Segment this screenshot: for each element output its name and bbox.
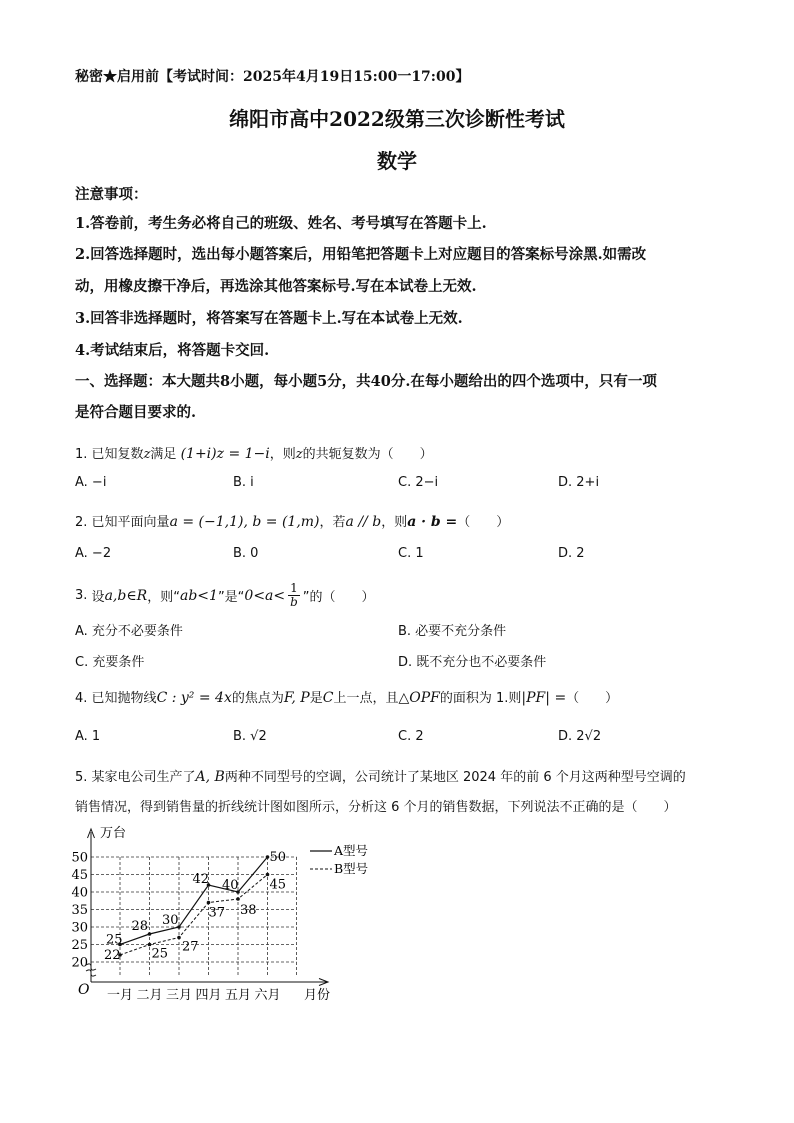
math: F, P: [283, 690, 310, 706]
question-text: 的焦点为: [231, 691, 284, 706]
question-text: ，若: [319, 515, 346, 530]
sales-line-chart: [70, 822, 400, 1004]
math: ab<1: [179, 587, 218, 604]
math: z: [295, 447, 303, 462]
option-b: B. 0: [233, 546, 259, 561]
section-heading-cont: 是符合题目要求的.: [75, 404, 197, 421]
question-5-cont: 销售情况，得到销售量的折线统计图如图所示，分析这 6 个月的销售数据，下列说法不正确的是（ ）: [75, 800, 677, 815]
question-text: ，则“: [147, 590, 180, 605]
question-text: 的共轭复数为（ ）: [302, 447, 433, 462]
option-c: C. 充要条件: [75, 655, 145, 670]
question-text: 两种不同型号的空调，公司统计了某地区 2024 年的前 6 个月这两种型号空调的: [224, 770, 686, 785]
exam-title: 绵阳市高中2022级第三次诊断性考试: [229, 107, 565, 131]
question-text: 是: [309, 691, 323, 706]
question-number: 2.: [75, 515, 88, 530]
math: a,b∈R: [104, 587, 148, 604]
math: a // b: [345, 514, 382, 530]
chart-axes: [71, 826, 330, 1003]
series-a-point: [148, 932, 152, 936]
question-text: （ ）: [566, 691, 619, 706]
question-number: 4.: [75, 691, 88, 706]
question-text: 已知平面向量: [91, 515, 170, 530]
option-d: D. 2: [558, 546, 585, 561]
note-item: 4.考试结束后，将答题卡交回.: [75, 342, 270, 359]
option-c: C. 1: [398, 546, 424, 561]
question-1: [75, 443, 433, 462]
question-text: 的面积为 1.则: [439, 691, 522, 706]
question-text: 设: [91, 590, 105, 605]
data-label-a: 28: [131, 919, 149, 934]
question-text: ，则: [381, 515, 408, 530]
note-item: 动，用橡皮擦干净后，再选涂其他答案标号.写在本试卷上无效.: [75, 278, 477, 295]
x-tick-label: 六月: [254, 988, 281, 1003]
y-tick-label: 25: [71, 938, 88, 953]
section-heading: 一、选择题：本大题共8小题，每小题5分，共40分.在每小题给出的四个选项中，只有一项: [75, 373, 657, 390]
question-text: ，则: [269, 447, 296, 462]
data-label-a: 25: [106, 932, 123, 948]
y-tick-label: 30: [71, 920, 88, 936]
y-tick-label: 50: [71, 850, 88, 866]
question-3: [75, 582, 375, 609]
subject-title: 数学: [377, 149, 417, 173]
math: C: [322, 690, 334, 706]
series-b-point: [207, 901, 211, 905]
question-text: 已知复数: [91, 447, 144, 462]
math: a = (−1,1), b = (1,m): [169, 514, 320, 530]
math: C : y² = 4x: [156, 690, 232, 706]
y-tick-label: 20: [71, 955, 88, 971]
option-c: C. 2: [398, 729, 424, 744]
math: A, B: [195, 769, 225, 785]
origin-label: O: [78, 982, 90, 998]
data-label-b: 37: [208, 905, 226, 921]
x-tick-label: 三月: [165, 988, 193, 1003]
data-label-b: 25: [151, 946, 169, 962]
option-a: A. −i: [75, 475, 107, 490]
note-item: 1.答卷前，考生务必将自己的班级、姓名、考号填写在答题卡上.: [75, 215, 487, 232]
math: z: [143, 447, 151, 462]
note-item: 3.回答非选择题时，将答案写在答题卡上.写在本试卷上无效.: [75, 310, 463, 327]
math: |PF| =: [521, 690, 567, 706]
data-label-a: 50: [269, 850, 287, 865]
y-tick-label: 45: [71, 868, 88, 883]
fraction-numerator: 1: [290, 581, 298, 595]
math: 0<a<: [244, 587, 286, 604]
fraction-denominator: b: [290, 595, 298, 609]
option-d: D. 既不充分也不必要条件: [398, 655, 547, 670]
question-5: [75, 766, 686, 785]
option-d: D. 2+i: [558, 475, 600, 490]
x-tick-label: 二月: [136, 988, 163, 1003]
option-a: A. −2: [75, 546, 112, 561]
option-d: D. 2√2: [558, 729, 602, 744]
chart-legend: [310, 843, 368, 876]
y-axis-label: 万台: [100, 826, 127, 841]
option-b: B. i: [233, 475, 254, 490]
question-text: （ ）: [457, 515, 510, 530]
question-number: 3.: [75, 588, 88, 603]
option-b: B. √2: [233, 729, 267, 744]
math: a · b =: [407, 514, 458, 530]
question-text: 5. 某家电公司生产了: [75, 770, 196, 785]
series-b-point: [266, 873, 270, 877]
x-tick-label: 四月: [195, 988, 222, 1003]
option-a: A. 充分不必要条件: [75, 624, 183, 639]
option-b: B. 必要不充分条件: [398, 624, 507, 639]
question-text: 满足: [150, 447, 177, 462]
confidential-header: 秘密★启用前【考试时间：2025年4月19日15:00一17:00】: [75, 69, 470, 85]
data-label-b: 38: [240, 903, 257, 918]
question-text: ”的（ ）: [302, 590, 375, 605]
question-4: [75, 687, 618, 706]
data-label-b: 45: [269, 877, 287, 893]
option-c: C. 2−i: [398, 475, 439, 490]
question-text: ”是“: [217, 590, 245, 605]
data-label-b: 27: [182, 939, 199, 955]
question-text: 上一点，且: [333, 691, 399, 706]
question-2: [75, 511, 509, 530]
series-b-point: [177, 936, 181, 940]
chart-series: [104, 850, 286, 963]
data-label-b: 22: [104, 948, 121, 963]
series-b-point: [236, 897, 240, 901]
legend-label-b: B型号: [334, 861, 369, 876]
data-label-a: 42: [192, 872, 210, 887]
y-tick-label: 40: [71, 885, 88, 901]
x-axis-label: 月份: [304, 988, 331, 1003]
math: (1+i)z = 1−i: [180, 446, 270, 462]
question-number: 1.: [75, 447, 88, 462]
y-tick-label: 35: [71, 903, 88, 918]
x-tick-label: 五月: [224, 988, 252, 1003]
note-item: 2.回答选择题时，选出每小题答案后，用铅笔把答题卡上对应题目的答案标号涂黑.如需改: [75, 246, 647, 263]
fraction: [288, 582, 300, 609]
x-tick-label: 一月: [106, 988, 134, 1003]
legend-label-a: A型号: [334, 843, 369, 858]
notes-heading: 注意事项：: [75, 186, 148, 203]
data-label-a: 30: [162, 913, 179, 928]
option-a: A. 1: [75, 729, 101, 744]
question-text: 已知抛物线: [91, 691, 157, 706]
data-label-a: 40: [222, 878, 239, 893]
math: △OPF: [398, 690, 440, 706]
